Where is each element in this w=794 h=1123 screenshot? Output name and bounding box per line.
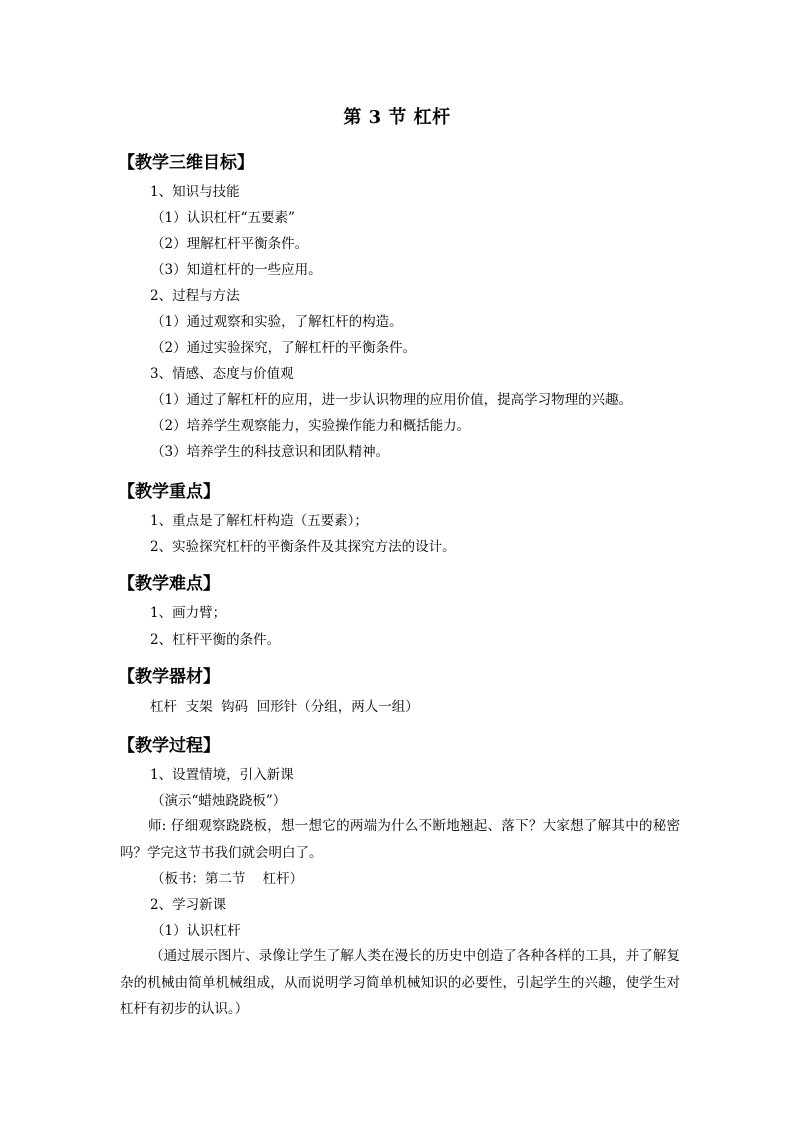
goals-item-1-2: （2）理解杠杆平衡条件。 bbox=[151, 236, 309, 252]
goals-heading: 【教学三维目标】 bbox=[118, 153, 254, 173]
process-heading: 【教学过程】 bbox=[118, 736, 220, 756]
process-step-1: 1、设置情境，引入新课 bbox=[150, 767, 294, 783]
goals-item-2: 2、过程与方法 bbox=[150, 288, 240, 304]
goals-item-2-2: （2）通过实验探究，了解杠杆的平衡条件。 bbox=[151, 340, 417, 356]
goals-item-1-1: （1）认识杠杆“五要素” bbox=[151, 210, 295, 226]
goals-item-3-1: （1）通过了解杠杆的应用，进一步认识物理的应用价值，提高学习物理的兴趣。 bbox=[151, 392, 633, 408]
difficulties-heading: 【教学难点】 bbox=[118, 574, 220, 594]
keypoints-heading: 【教学重点】 bbox=[118, 482, 220, 502]
keypoints-item-1: 1、重点是了解杠杆构造（五要素）； bbox=[150, 513, 368, 529]
process-step-2: 2、学习新课 bbox=[150, 897, 227, 913]
goals-item-2-1: （1）通过观察和实验，了解杠杆的构造。 bbox=[151, 314, 403, 330]
process-step-2-1-text: （通过展示图片、录像让学生了解人类在漫长的历史中创造了各种各样的工具，并了解复杂的机械由简单机械组成，从而说明学习简单机械知识的必要性，引起学生的兴趣，使学生对杠杆有初步的认识。） bbox=[120, 948, 680, 1017]
process-step-1-board: （板书：第二节 杠杆） bbox=[151, 871, 304, 887]
process-step-1-teacher: 师: 仔细观察跷跷板，想一想它的两端为什么不断地翘起、落下？大家想了解其中的秘密吗？学完这节书我们就会明白了。 bbox=[120, 818, 680, 861]
equipment-heading: 【教学器材】 bbox=[118, 667, 220, 687]
difficulties-item-2: 2、杠杆平衡的条件。 bbox=[150, 632, 281, 648]
equipment-text: 杠杆 支架 钩码 回形针（分组，两人一组） bbox=[150, 699, 419, 715]
goals-item-1: 1、知识与技能 bbox=[150, 184, 240, 200]
goals-item-1-3: （3）知道杠杆的一些应用。 bbox=[151, 262, 322, 278]
goals-item-3-3: （3）培养学生的科技意识和团队精神。 bbox=[151, 444, 390, 460]
page-title: 第 3 节 杠杆 bbox=[343, 107, 451, 128]
keypoints-item-2: 2、实验探究杠杆的平衡条件及其探究方法的设计。 bbox=[150, 539, 456, 555]
process-step-1-demo: （演示“蜡烛跷跷板”） bbox=[151, 793, 287, 809]
difficulties-item-1: 1、画力臂； bbox=[150, 605, 227, 621]
process-step-2-1: （1）认识杠杆 bbox=[151, 923, 241, 939]
goals-item-3: 3、情感、态度与价值观 bbox=[150, 366, 294, 382]
goals-item-3-2: （2）培养学生观察能力，实验操作能力和概括能力。 bbox=[151, 418, 471, 434]
